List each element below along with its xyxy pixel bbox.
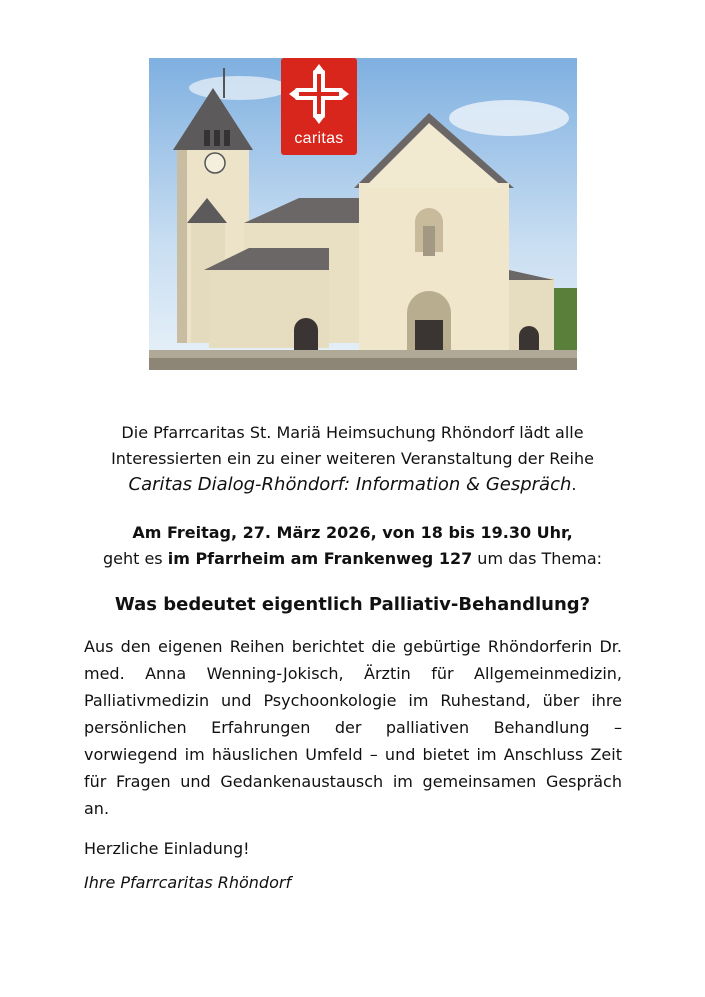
caritas-flame-cross-icon: [289, 64, 349, 124]
church-photo: [149, 58, 577, 370]
greeting: Herzliche Einladung!: [84, 839, 250, 858]
event-location: im Pfarrheim am Frankenweg 127: [167, 549, 473, 568]
event-post: um das Thema:: [472, 549, 603, 568]
event-pre: geht es: [102, 549, 168, 568]
signature: Ihre Pfarrcaritas Rhöndorf: [84, 873, 292, 892]
caritas-wordmark: caritas: [294, 130, 344, 147]
series-title: Caritas Dialog-Rhöndorf: Information & Gespräch: [128, 474, 572, 495]
body-paragraph: Aus den eigenen Reihen berichtet die gebürtige Rhöndorferin Dr. med. Anna Wenning-Jokisch, Ärztin für Allgemeinmedizin, Palliativmedizin und Psychoonkologie im Ruhestand, über ihre persönlichen Erfahrungen der palliativen Behandlung – vorwiegend im häuslichen Umfeld – und bietet im Anschluss Zeit für Fragen und Gedankenaustausch im gemeinsamen Gespräch an.: [84, 637, 622, 818]
intro-line-1: Die Pfarrcaritas St. Mariä Heimsuchung Rhöndorf lädt alle: [121, 423, 584, 442]
series-period: .: [571, 475, 577, 494]
intro-line-2: Interessierten ein zu einer weiteren Veranstaltung der Reihe: [111, 449, 594, 468]
event-details: [80, 520, 625, 572]
intro-paragraph: [80, 420, 625, 498]
caritas-logo: [281, 58, 357, 155]
event-date-time: Am Freitag, 27. März 2026, von 18 bis 19.30 Uhr,: [132, 523, 573, 542]
topic-heading: Was bedeutet eigentlich Palliativ-Behandlung?: [114, 594, 591, 615]
series-title-line: [80, 472, 625, 498]
